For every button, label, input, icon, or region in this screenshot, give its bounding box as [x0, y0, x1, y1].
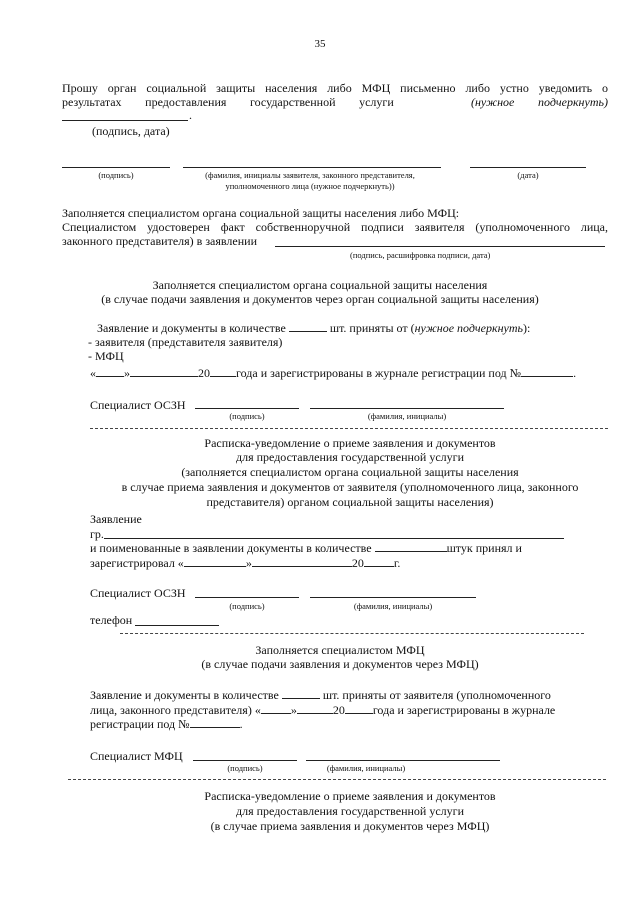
receipt-osz-title-4: в случае приема заявления и документов от заявителя (уполномоченного лица, законного [121, 480, 579, 494]
applicant-signature-line[interactable] [62, 167, 170, 168]
receipt-name-caption: (фамилия, инициалы) [353, 601, 433, 611]
osz-registration-line: « » 20 года и зарегистрированы в журнале регистрации под № . [90, 366, 577, 380]
mfc-month-field[interactable] [297, 703, 333, 714]
mfc-reg-line: регистрации под № . [90, 717, 243, 731]
applicant-date-line[interactable] [470, 167, 586, 168]
receipt-day-field[interactable] [184, 556, 246, 567]
date-caption: (дата) [517, 170, 539, 180]
receipt-application-label: Заявление [90, 512, 142, 526]
certify-caption: (подпись, расшифровка подписи, дата) [350, 250, 491, 260]
osz-docs-count-text: Заявление и документы в количестве шт. приняты от (нужное подчеркнуть): [97, 321, 531, 335]
osz-sign-caption: (подпись) [229, 411, 265, 421]
receipt-specialist-name-line[interactable] [310, 597, 476, 598]
page-number: 35 [314, 38, 326, 50]
mfc-subheading: (в случае подачи заявления и документов через МФЦ) [201, 657, 479, 671]
mfc-specialist-label: Специалист МФЦ [90, 749, 183, 763]
receipt-registered-line: зарегистрировал « » 20 г. [90, 556, 401, 570]
receipt-year-field[interactable] [364, 556, 394, 567]
certify-line-2: Специалистом удостоверен факт собственноручной подписи заявителя (уполномоченного лица, [62, 220, 608, 234]
receipt-mfc-title-2: для предоставления государственной услуги [235, 804, 465, 818]
certify-line-3: законного представителя) в заявлении [62, 234, 257, 248]
osz-specialist-name-line[interactable] [310, 408, 504, 409]
name-caption-1: (фамилия, инициалы заявителя, законного представителя, [205, 170, 415, 180]
receipt-month-field[interactable] [252, 556, 352, 567]
receipt-sign-caption: (подпись) [229, 601, 265, 611]
receipt-osz-title-2: для предоставления государственной услуги [235, 450, 465, 464]
receipt-mfc-title-3: (в случае приема заявления и документов через МФЦ) [210, 819, 490, 833]
mfc-day-field[interactable] [261, 703, 291, 714]
cut-line-1 [90, 428, 608, 429]
cut-line-2 [120, 633, 584, 634]
signature-date-caption: (подпись, дата) [92, 124, 170, 138]
receipt-specialist-label: Специалист ОСЗН [90, 586, 186, 600]
receipt-specialist-signature-line[interactable] [195, 597, 299, 598]
option-applicant[interactable]: - заявителя (представителя заявителя) [88, 335, 283, 349]
receipt-docs-line: и поименованные в заявлении документы в количестве штук принял и [90, 541, 522, 555]
osz-heading: Заполняется специалистом органа социальной защиты населения [152, 278, 488, 292]
cut-line-3 [68, 779, 606, 780]
signature-caption: (подпись) [98, 170, 134, 180]
osz-reg-number-field[interactable] [521, 366, 573, 377]
mfc-docs-line: Заявление и документы в количестве шт. приняты от заявителя (уполномоченного [90, 688, 551, 702]
receipt-osz-title-1: Расписка-уведомление о приеме заявления и документов [204, 436, 496, 450]
osz-day-field[interactable] [96, 366, 124, 377]
mfc-date-line: лица, законного представителя) « » 20 года и зарегистрированы в журнале [90, 703, 556, 717]
signature-date-line[interactable] [62, 120, 188, 121]
osz-docs-count-field[interactable] [289, 321, 327, 332]
applicant-name-line[interactable] [183, 167, 441, 168]
osz-specialist-signature-line[interactable] [195, 408, 299, 409]
receipt-docs-count-field[interactable] [375, 541, 447, 552]
osz-name-caption: (фамилия, инициалы) [367, 411, 447, 421]
request-line-1: Прошу орган социальной защиты населения либо МФЦ письменно либо устно уведомить о [62, 81, 608, 95]
mfc-year-field[interactable] [345, 703, 373, 714]
mfc-specialist-name-line[interactable] [306, 760, 500, 761]
name-caption-2: уполномоченного лица (нужное подчеркнуть)) [225, 181, 395, 191]
receipt-phone-line[interactable] [135, 625, 219, 626]
request-line-2: результатах предоставления государственной услуги (нужное подчеркнуть) [62, 95, 608, 109]
receipt-phone-label: телефон [90, 613, 133, 627]
receipt-osz-title-3: (заполняется специалистом органа социальной защиты населения [181, 465, 519, 479]
receipt-mfc-title-1: Расписка-уведомление о приеме заявления и документов [204, 789, 496, 803]
mfc-docs-count-field[interactable] [282, 688, 320, 699]
receipt-citizen-label: гр. [90, 527, 104, 541]
period: . [189, 108, 192, 122]
certify-signature-line[interactable] [275, 246, 605, 247]
osz-specialist-label: Специалист ОСЗН [90, 398, 186, 412]
receipt-citizen-line[interactable] [104, 538, 564, 539]
mfc-name-caption: (фамилия, инициалы) [326, 763, 406, 773]
mfc-specialist-signature-line[interactable] [193, 760, 297, 761]
option-mfc[interactable]: - МФЦ [88, 349, 124, 363]
osz-subheading: (в случае подачи заявления и документов через орган социальной защиты населения) [101, 292, 539, 306]
mfc-sign-caption: (подпись) [227, 763, 263, 773]
osz-year-field[interactable] [210, 366, 236, 377]
mfc-heading: Заполняется специалистом МФЦ [255, 643, 425, 657]
certify-heading: Заполняется специалистом органа социальной защиты населения либо МФЦ: [62, 206, 460, 220]
receipt-osz-title-5: представителя) органом социальной защиты населения) [206, 495, 494, 509]
osz-month-field[interactable] [130, 366, 198, 377]
mfc-reg-number-field[interactable] [190, 717, 240, 728]
